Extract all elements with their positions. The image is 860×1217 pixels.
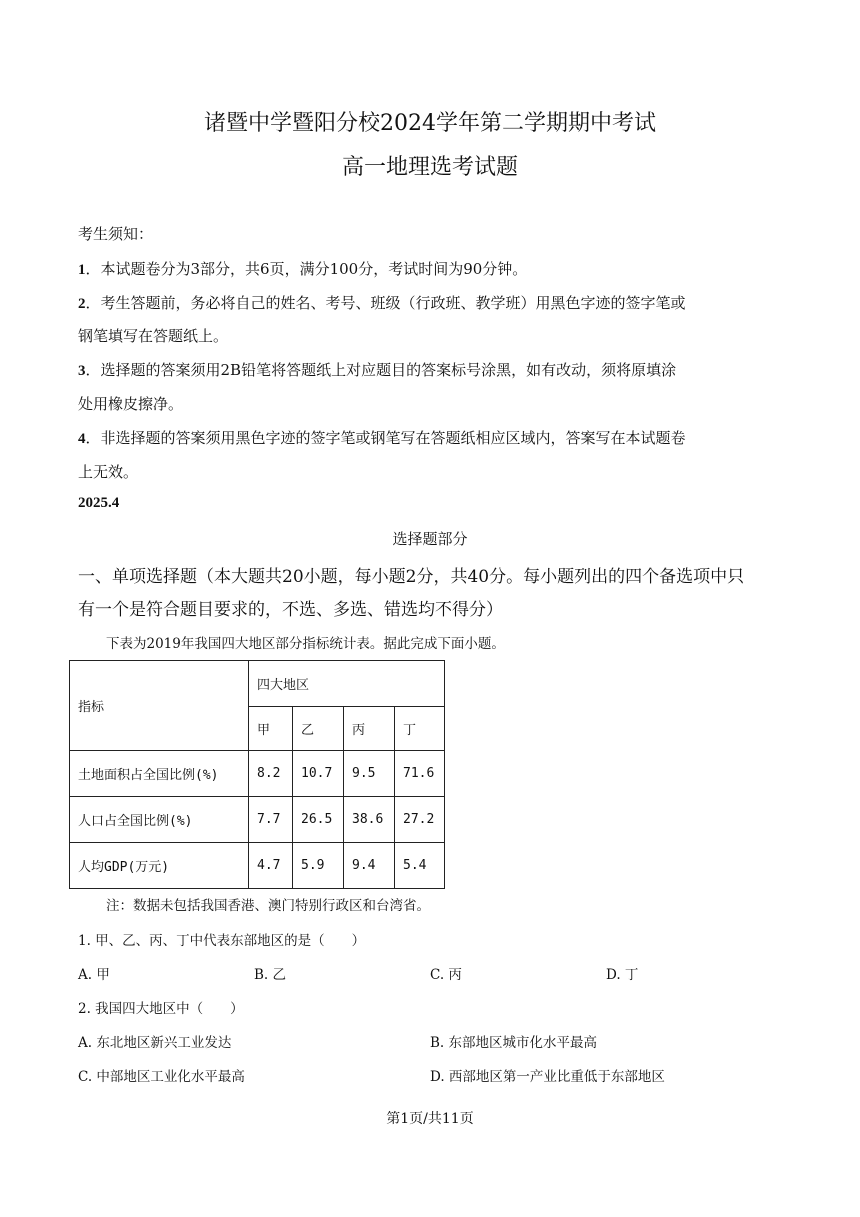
- notice-item-number: 4: [78, 431, 86, 447]
- table-header-region: 甲: [249, 707, 293, 751]
- exam-title-line1: 诸暨中学暨阳分校2024学年第二学期期中考试: [204, 111, 656, 136]
- notice-item-text: ．考生答题前，务必将自己的姓名、考号、班级（行政班、教学班）用黑色字迹的签字笔或: [85, 294, 686, 312]
- notice-item-text: ．本试题卷分为3部分，共6页，满分100分，考试时间为90分钟。: [85, 260, 528, 278]
- question-1-option-c: C. 丙: [430, 967, 462, 983]
- table-cell: 71.6: [395, 751, 445, 797]
- table-header-region: 丁: [395, 707, 445, 751]
- question-2-option-c: C. 中部地区工业化水平最高: [78, 1069, 245, 1085]
- table-header-region: 丙: [344, 707, 395, 751]
- table-cell: 4.7: [249, 843, 293, 889]
- table-cell: 9.5: [344, 751, 395, 797]
- notice-item-1: [78, 258, 527, 279]
- notice-item-4: [78, 427, 686, 448]
- notice-item-3-cont: 处用橡皮擦净。: [78, 395, 184, 413]
- notice-item-number: 2: [78, 296, 86, 312]
- table-cell: 10.7: [293, 751, 344, 797]
- notice-item-number: 1: [78, 262, 86, 278]
- table-row-label: 人口占全国比例(%): [70, 797, 249, 843]
- table-cell: 27.2: [395, 797, 445, 843]
- table-cell: 26.5: [293, 797, 344, 843]
- notice-heading: 考生须知：: [78, 225, 154, 243]
- table-cell: 5.4: [395, 843, 445, 889]
- question-2-option-d: D. 西部地区第一产业比重低于东部地区: [430, 1069, 665, 1085]
- table-row: [70, 797, 445, 843]
- indicator-table: [69, 660, 445, 889]
- question-2-option-a: A. 东北地区新兴工业发达: [78, 1035, 232, 1051]
- notice-item-number: 3: [78, 363, 86, 379]
- question-2-option-b: B. 东部地区城市化水平最高: [430, 1035, 598, 1051]
- table-header-region: 乙: [293, 707, 344, 751]
- notice-item-text: ．选择题的答案须用2B铅笔将答题纸上对应题目的答案标号涂黑，如有改动，须将原填涂: [85, 361, 677, 379]
- section-title: 选择题部分: [392, 530, 468, 548]
- question-1-stem: 1. 甲、乙、丙、丁中代表东部地区的是（ ）: [78, 933, 366, 949]
- table-cell: 38.6: [344, 797, 395, 843]
- section-instruction-line2: 有一个是符合题目要求的，不选、多选、错选均不得分）: [78, 600, 503, 620]
- question-2-stem: 2. 我国四大地区中（ ）: [78, 1001, 244, 1017]
- table-cell: 9.4: [344, 843, 395, 889]
- question-1-option-a: A. 甲: [78, 967, 110, 983]
- table-note: 注：数据未包括我国香港、澳门特别行政区和台湾省。: [106, 898, 430, 914]
- table-row-label: 人均GDP(万元): [70, 843, 249, 889]
- exam-title-line2: 高一地理选考试题: [341, 155, 518, 180]
- notice-item-2-cont: 钢笔填写在答题纸上。: [78, 327, 229, 345]
- question-1-option-b: B. 乙: [254, 967, 287, 983]
- section-instruction-line1: 一、单项选择题（本大题共20小题，每小题2分，共40分。每小题列出的四个备选项中只: [78, 567, 745, 587]
- question-1-option-d: D. 丁: [606, 967, 639, 983]
- table-cell: 8.2: [249, 751, 293, 797]
- exam-date: 2025.4: [78, 495, 120, 511]
- notice-item-4-cont: 上无效。: [78, 463, 139, 481]
- page-number: 第1页/共11页: [386, 1111, 474, 1127]
- table-row-label: 土地面积占全国比例(%): [70, 751, 249, 797]
- table-row: [70, 843, 445, 889]
- table-cell: 7.7: [249, 797, 293, 843]
- notice-item-3: [78, 359, 676, 380]
- table-header-regions: 四大地区: [249, 661, 445, 707]
- table-header-indicator: 指标: [70, 661, 249, 751]
- passage-intro: 下表为2019年我国四大地区部分指标统计表。据此完成下面小题。: [106, 636, 505, 652]
- table-row: [70, 751, 445, 797]
- notice-item-2: [78, 292, 686, 313]
- notice-item-text: ．非选择题的答案须用黑色字迹的签字笔或钢笔写在答题纸相应区域内，答案写在本试题卷: [85, 429, 686, 447]
- table-cell: 5.9: [293, 843, 344, 889]
